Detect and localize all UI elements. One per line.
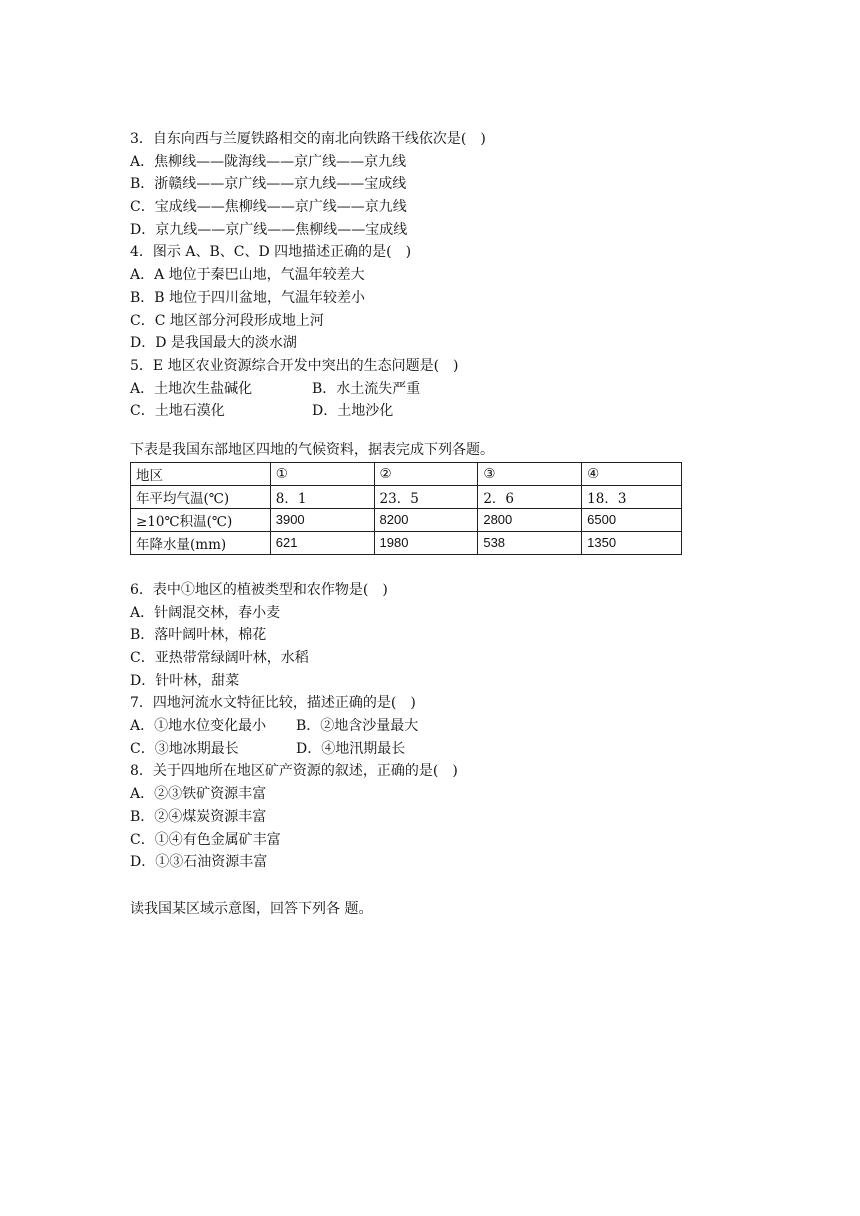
option-row xyxy=(130,400,690,423)
table-header-cell: ③ xyxy=(478,462,582,485)
table-row xyxy=(131,508,682,531)
question-3 xyxy=(130,128,690,241)
table-cell: 年降水量(mm) xyxy=(131,531,271,554)
option-d: D．针叶林，甜菜 xyxy=(130,672,240,689)
climate-table xyxy=(130,462,682,555)
question-stem: 7．四地河流水文特征比较，描述正确的是( ) xyxy=(130,695,416,712)
table-cell: 621 xyxy=(270,531,374,554)
table-cell: 538 xyxy=(478,531,582,554)
option-a: A．①地水位变化最小 xyxy=(130,718,267,735)
option-c: C．土地石漠化 xyxy=(130,403,225,420)
question-4 xyxy=(130,241,690,354)
table-cell: 23．5 xyxy=(374,485,478,508)
question-stem: 5．E 地区农业资源综合开发中突出的生态问题是( ) xyxy=(130,357,459,374)
option-row xyxy=(130,738,690,761)
question-5 xyxy=(130,355,690,423)
option-d: D．京九线——京广线——焦柳线——宝成线 xyxy=(130,221,408,238)
option-b: B．水土流失严重 xyxy=(312,380,421,397)
table-cell: 8200 xyxy=(374,508,478,531)
option-b: B．②④煤炭资源丰富 xyxy=(130,808,267,825)
option-a: A．土地次生盐碱化 xyxy=(130,380,253,397)
option-c: C．C 地区部分河段形成地上河 xyxy=(130,312,324,329)
option-b: B．落叶阔叶林，棉花 xyxy=(130,627,267,644)
question-stem: 6．表中①地区的植被类型和农作物是( ) xyxy=(130,581,388,598)
option-a: A．②③铁矿资源丰富 xyxy=(130,786,267,803)
option-b: B．②地含沙量最大 xyxy=(296,718,419,735)
table-cell: 18．3 xyxy=(582,485,682,508)
question-stem: 3．自东向西与兰厦铁路相交的南北向铁路干线依次是( ) xyxy=(130,131,486,147)
option-c: C．宝成线——焦柳线——京广线——京九线 xyxy=(130,199,407,216)
table-header-cell: ① xyxy=(270,462,374,485)
option-c: C．③地冰期最长 xyxy=(130,740,239,757)
option-a: A．针阔混交林，春小麦 xyxy=(130,604,281,621)
table-cell: 2800 xyxy=(478,508,582,531)
option-c: C．亚热带常绿阔叶林，水稻 xyxy=(130,650,309,666)
table-header-cell: 地区 xyxy=(131,462,271,485)
question-6 xyxy=(130,579,690,692)
option-b: B．B 地位于四川盆地，气温年较差小 xyxy=(130,289,366,306)
table-cell: ≥10℃积温(℃) xyxy=(131,508,271,531)
option-d: D．④地汛期最长 xyxy=(296,740,406,757)
option-c: C．①④有色金属矿丰富 xyxy=(130,831,281,848)
table-row xyxy=(131,485,682,508)
question-7 xyxy=(130,692,690,760)
table-header-cell: ④ xyxy=(582,462,682,485)
option-a: A．焦柳线——陇海线——京广线——京九线 xyxy=(130,153,407,170)
question-stem: 8．关于四地所在地区矿产资源的叙述，正确的是( ) xyxy=(130,763,458,780)
option-row xyxy=(130,715,690,738)
option-b: B．浙赣线——京广线——京九线——宝成线 xyxy=(130,176,407,193)
table-intro: 下表是我国东部地区四地的气候资料，据表完成下列各题。 xyxy=(130,441,494,458)
table-cell: 6500 xyxy=(582,508,682,531)
question-stem: 4．图示 A、B、C、D 四地描述正确的是( ) xyxy=(130,244,412,261)
table-row xyxy=(131,531,682,554)
table-header-cell: ② xyxy=(374,462,478,485)
option-d: D．D 是我国最大的淡水湖 xyxy=(130,335,297,352)
option-d: D．土地沙化 xyxy=(312,403,394,420)
table-cell: 8．1 xyxy=(270,485,374,508)
table-header-row xyxy=(131,462,682,485)
table-cell: 1980 xyxy=(374,531,478,554)
option-d: D．①③石油资源丰富 xyxy=(130,854,268,871)
option-row xyxy=(130,378,690,401)
table-cell: 3900 xyxy=(270,508,374,531)
option-a: A．A 地位于秦巴山地，气温年较差大 xyxy=(130,267,365,284)
table-cell: 2．6 xyxy=(478,485,582,508)
table-cell: 1350 xyxy=(582,531,682,554)
map-intro: 读我国某区域示意图，回答下列各 题。 xyxy=(130,900,373,917)
question-8 xyxy=(130,760,690,873)
exam-page xyxy=(130,128,690,920)
table-cell: 年平均气温(℃) xyxy=(131,485,271,508)
